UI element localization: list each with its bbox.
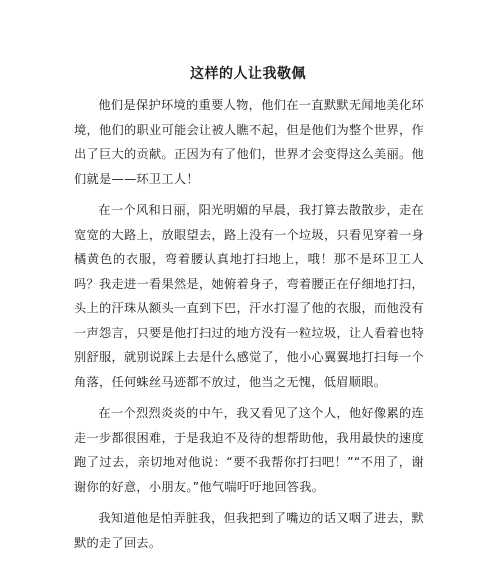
document-body	[74, 93, 424, 562]
paragraph-3: 在一个烈烈炎炎的中午，我又看见了这个人，他好像累的连走一步都很困难，于是我迫不及待的想帮助他，我用最快的速度跑了过去，亲切地对他说：“要不我帮你打扫吧！”“不用了，谢谢你的好意，小朋友。”他气喘吁吁地回答我。	[74, 406, 424, 494]
paragraph-4: 我知道他是怕弄脏我，但我把到了嘴边的话又咽了进去，默默的走了回去。	[74, 511, 424, 550]
paragraph-2: 在一个风和日丽，阳光明媚的早晨，我打算去散散步，走在宽宽的大路上，放眼望去，路上没有一个垃圾，只看见穿着一身橘黄色的衣服，弯着腰认真地打扫地上，哦！那不是环卫工人吗？我走进一看果然是，她俯着身子，弯着腰正在仔细地打扫，头上的汗珠从额头一直到下巴，汗水打湿了他的衣服，而他没有一声怨言，只要是他打扫过的地方没有一粒垃圾，让人看着也特别舒服，就别说踩上去是什么感觉了，他小心翼翼地打扫每一个角落，任何蛛丝马迹都不放过，他当之无愧，低眉顺眼。	[74, 203, 424, 389]
document-title: 这样的人让我敬佩	[190, 66, 306, 82]
paragraph-1: 他们是保护环境的重要人物，他们在一直默默无闻地美化环境，他们的职业可能会让被人瞧不起，但是他们为整个世界，作出了巨大的贡献。正因为有了他们，世界才会变得这么美丽。他们就是——环卫工人！	[74, 98, 424, 186]
